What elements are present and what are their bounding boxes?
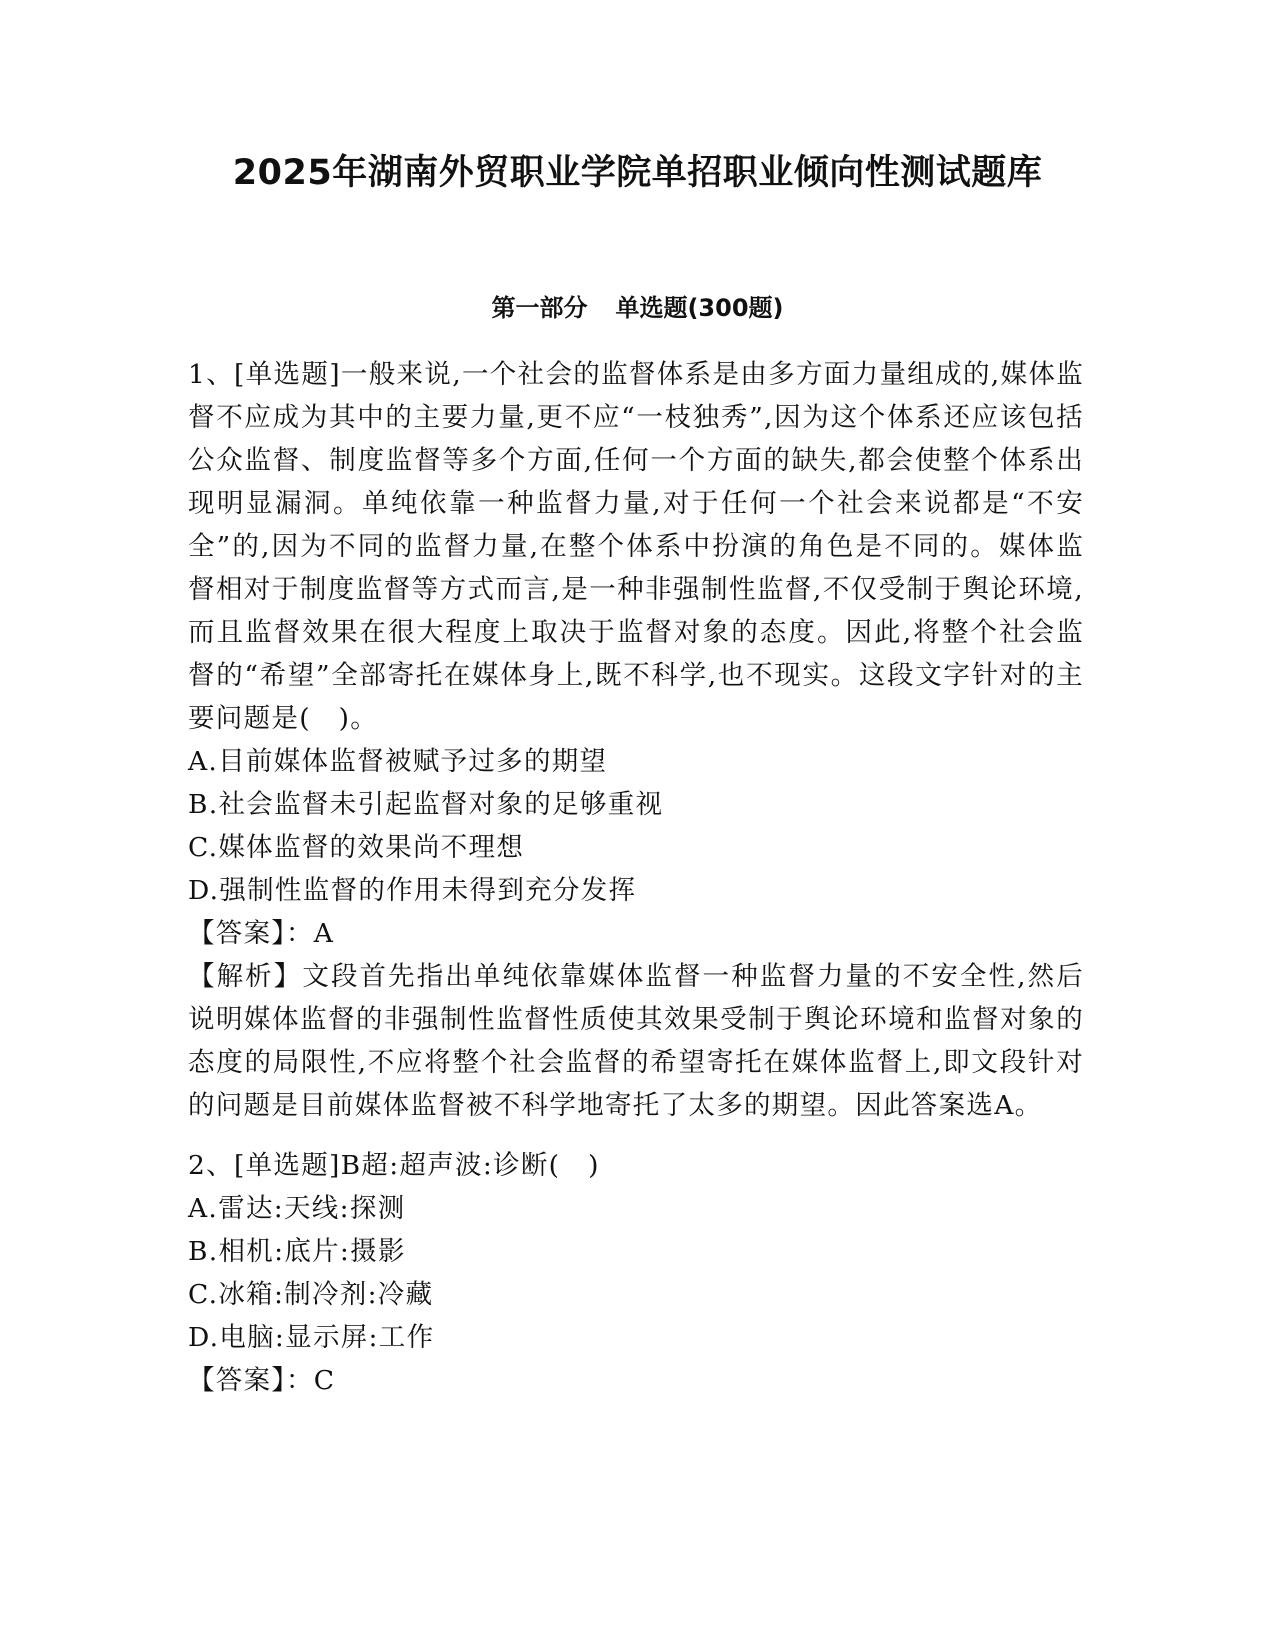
option-d: D.强制性监督的作用未得到充分发挥 — [188, 875, 637, 906]
document-title: 2025年湖南外贸职业学院单招职业倾向性测试题库 — [232, 153, 1043, 193]
question-stem: 1、[单选题]一般来说,一个社会的监督体系是由多方面力量组成的,媒体监督不应成为其中的主要力量,更不应“一枝独秀”,因为这个体系还应该包括公众监督、制度监督等多个方面,任何一个方面的缺失,都会使整个体系出现明显漏洞。单纯依靠一种监督力量,对于任何一个社会来说都是“不安全”的,因为不同的监督力量,在整个体系中扮演的角色是不同的。媒体监督相对于制度监督等方式而言,是一种非强制性监督,不仅受制于舆论环境,而且监督效果在很大程度上取决于监督对象的态度。因此,将整个社会监督的“希望”全部寄托在媒体身上,既不科学,也不现实。这段文字针对的主要问题是( )。 — [188, 359, 1084, 734]
option-a: A.雷达:天线:探测 — [188, 1193, 406, 1224]
option-c: C.媒体监督的效果尚不理想 — [188, 832, 525, 863]
question-2 — [188, 1144, 1084, 1402]
section-part: 第一部分 — [491, 294, 588, 322]
explanation: 【解析】文段首先指出单纯依靠媒体监督一种监督力量的不安全性,然后说明媒体监督的非强制性监督性质使其效果受制于舆论环境和监督对象的态度的局限性,不应将整个社会监督的希望寄托在媒体监督上,即文段针对的问题是目前媒体监督被不科学地寄托了太多的期望。因此答案选A。 — [188, 961, 1084, 1121]
question-stem: 2、[单选题]B超:超声波:诊断( ) — [188, 1150, 600, 1181]
question-1 — [188, 353, 1084, 1127]
answer-line: 【答案】：C — [188, 1365, 336, 1396]
section-heading — [0, 292, 1275, 324]
answer-line: 【答案】：A — [188, 918, 335, 949]
option-c: C.冰箱:制冷剂:冷藏 — [188, 1279, 434, 1310]
option-b: B.相机:底片:摄影 — [188, 1236, 406, 1267]
section-name: 单选题(300题) — [615, 294, 784, 322]
option-a: A.目前媒体监督被赋予过多的期望 — [188, 746, 608, 777]
option-d: D.电脑:显示屏:工作 — [188, 1322, 435, 1353]
option-b: B.社会监督未引起监督对象的足够重视 — [188, 789, 664, 820]
question-list — [188, 353, 1084, 1402]
